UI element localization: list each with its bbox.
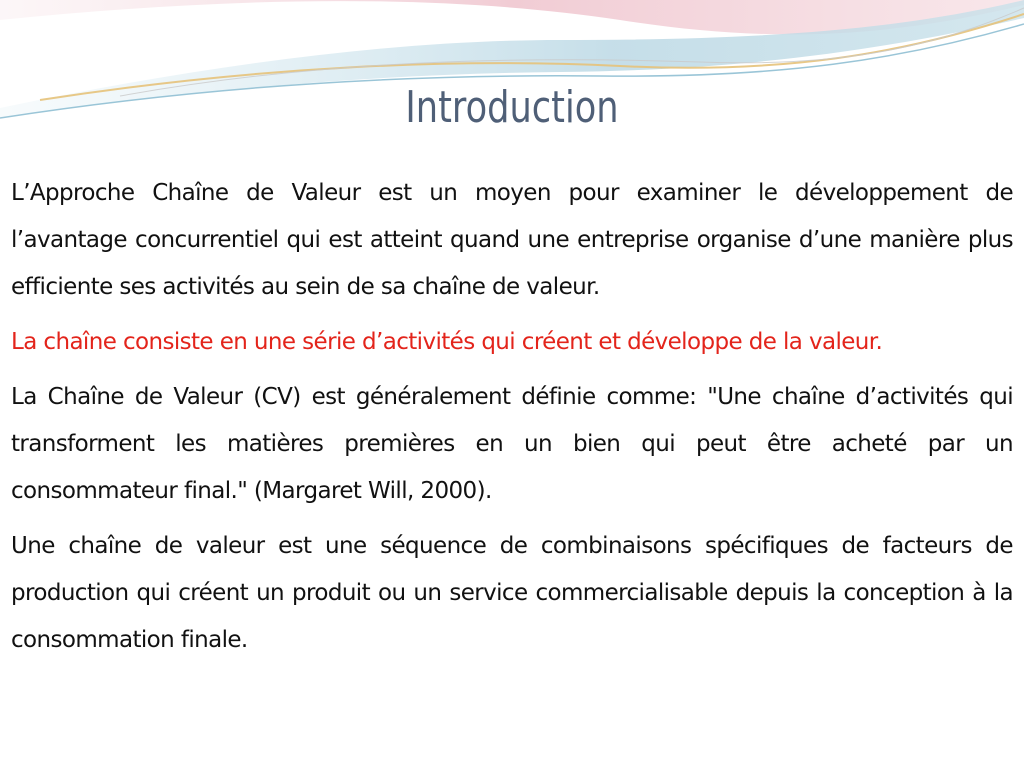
paragraph-value-chain-quote: La Chaîne de Valeur (CV) est généralement définie comme: "Une chaîne d’activités qui transforment les matières premières en un bien qui peut être acheté par un consommateur final." (Margaret Will, 2000). <box>11 384 1013 504</box>
paragraph-value-chain-sequence: Une chaîne de valeur est une séquence de combinaisons spécifiques de facteurs de production qui créent un produit ou un service commercialisable depuis la conception à la consommation finale. <box>11 533 1013 653</box>
slide-body <box>11 170 1013 672</box>
paragraph-value-chain-approach: L’Approche Chaîne de Valeur est un moyen pour examiner le développement de l’avantage concurrentiel qui est atteint quand une entreprise organise d’une manière plus efficiente ses activités au sein de sa chaîne de valeur. <box>11 180 1013 300</box>
paragraph-chain-definition-highlight: La chaîne consiste en une série d’activités qui créent et développe de la valeur. <box>11 329 883 355</box>
slide-title: Introduction <box>405 82 619 133</box>
